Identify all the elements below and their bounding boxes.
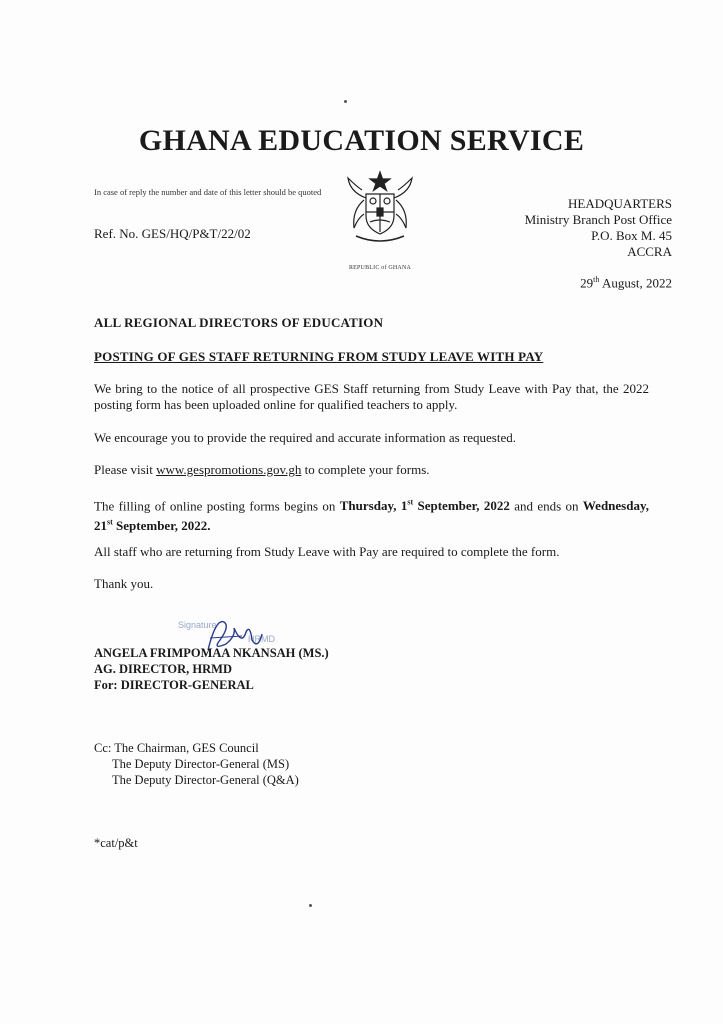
closing-line: Thank you.	[94, 576, 154, 591]
address-line: P.O. Box M. 45	[591, 228, 672, 243]
stamp-line: Signature	[178, 620, 217, 630]
date-suffix: th	[593, 275, 600, 284]
start-date-rest: September, 2022	[413, 498, 510, 514]
signatory-role: AG. DIRECTOR, HRMD	[94, 662, 232, 676]
end-date-day: Wednesday, 21	[94, 498, 649, 533]
reply-note: In case of reply the number and date of this letter should be quoted	[94, 187, 322, 197]
signatory-name: ANGELA FRIMPOMAA NKANSAH (MS.)	[94, 646, 329, 660]
date-day: 29	[580, 275, 594, 291]
para4-before: The filling of online posting forms begins on	[94, 498, 340, 514]
website-link[interactable]: www.gespromotions.gov.gh	[156, 462, 302, 477]
address-block	[525, 196, 672, 260]
start-date-suffix: st	[407, 498, 414, 507]
letter-date	[580, 275, 672, 291]
signatory-for: For: DIRECTOR-GENERAL	[94, 678, 254, 692]
page-title: GHANA EDUCATION SERVICE	[138, 124, 585, 157]
start-date	[340, 498, 510, 513]
address-line: Ministry Branch Post Office	[524, 212, 672, 227]
cc-list	[94, 740, 299, 788]
signatory-block	[94, 645, 329, 693]
scan-speck	[309, 904, 312, 907]
para4-middle: and ends on	[509, 498, 583, 514]
paragraph-3	[94, 462, 649, 478]
subject-line: POSTING OF GES STAFF RETURNING FROM STUDY LEAVE WITH PAY	[94, 349, 544, 364]
footer-reference: *cat/p&t	[94, 836, 138, 850]
end-date-rest: September, 2022.	[112, 517, 211, 533]
stamp-line: HRMD	[248, 634, 275, 644]
crest-caption: REPUBLIC of GHANA	[348, 265, 412, 271]
cc-item: The Deputy Director-General (MS)	[112, 757, 290, 771]
cc-item: Cc: The Chairman, GES Council	[94, 741, 259, 755]
paragraph-1: We bring to the notice of all prospective GES Staff returning from Study Leave with Pay that, the 2022 posting form has been uploaded online for qualified teachers to apply.	[94, 381, 649, 412]
address-line: HEADQUARTERS	[568, 196, 672, 211]
reference-number: Ref. No. GES/HQ/P&T/22/02	[94, 226, 251, 241]
scan-speck	[344, 100, 347, 103]
end-date-suffix: st	[107, 517, 113, 527]
para3-after: to complete your forms.	[301, 462, 430, 477]
recipient-line: ALL REGIONAL DIRECTORS OF EDUCATION	[94, 315, 384, 330]
para3-before: Please visit	[94, 462, 157, 477]
start-date-day: Thursday, 1	[339, 498, 408, 514]
coat-of-arms-icon	[342, 170, 418, 248]
date-rest: August, 2022	[599, 275, 672, 291]
paragraph-2: We encourage you to provide the required and accurate information as requested.	[94, 430, 516, 445]
paragraph-5: All staff who are returning from Study Leave with Pay are required to complete the form.	[94, 544, 560, 559]
paragraph-4	[94, 495, 649, 534]
address-line: ACCRA	[627, 244, 672, 259]
cc-item: The Deputy Director-General (Q&A)	[112, 773, 299, 787]
